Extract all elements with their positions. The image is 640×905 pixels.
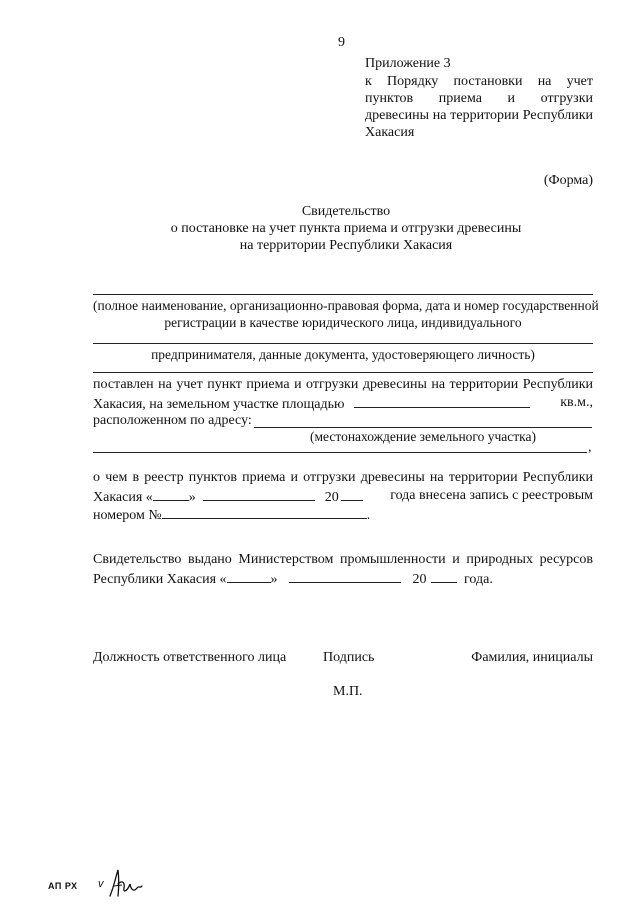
registry-number-blank: [162, 505, 367, 519]
area-unit: кв.м.,: [560, 395, 593, 410]
registered-line-2: [93, 394, 593, 414]
stamp-label: М.П.: [333, 684, 363, 699]
area-blank: [354, 394, 530, 408]
registry-line-1: о чем в реестр пунктов приема и отгрузки древесины на территории Республики: [93, 470, 593, 485]
caption-name-1: (полное наименование, организационно-правовая форма, дата и номер государственной: [93, 298, 599, 313]
registered-area-label: Хакасия, на земельном участке площадью: [93, 397, 345, 412]
address-label: расположенном по адресу:: [93, 413, 252, 428]
issued-year-blank: [431, 569, 457, 583]
page-number: 9: [338, 35, 345, 50]
signature-sign-label: Подпись: [323, 650, 375, 665]
signature-position-label: Должность ответственного лица: [93, 650, 287, 665]
address-comma: ,: [588, 440, 592, 455]
caption-location: (местонахождение земельного участка): [309, 429, 537, 444]
footer-v: v: [98, 878, 104, 890]
address-blank-2: [93, 452, 587, 453]
registry-quote-close: »: [188, 490, 196, 505]
registered-line-1: поставлен на учет пункт приема и отгрузки древесины на территории Республики: [93, 377, 593, 392]
registry-year-prefix: 20: [324, 490, 339, 505]
appendix-line-4: Хакасия: [365, 125, 415, 140]
appendix-line-2: пунктов приема и отгрузки: [365, 91, 593, 106]
issued-quote-open: Республики Хакасия «: [93, 572, 227, 587]
issued-quote-close: »: [270, 572, 278, 587]
registry-number-label: номером №: [93, 508, 162, 523]
signature-name-label: Фамилия, инициалы: [471, 650, 593, 665]
caption-name-2: регистрации в качестве юридического лица, индивидуального: [164, 315, 522, 330]
form-label: (Форма): [543, 173, 593, 188]
registry-month-blank: [203, 487, 315, 501]
registry-day-blank: [153, 487, 189, 501]
issued-line-1: Свидетельство выдано Министерством промышленности и природных ресурсов: [93, 552, 593, 567]
appendix-title: Приложение 3: [365, 56, 451, 71]
heading-line-2: о постановке на учет пункта приема и отгрузки древесины: [170, 221, 522, 236]
blank-line-name-1: [93, 294, 593, 295]
appendix-line-3: древесины на территории Республики: [365, 108, 593, 123]
registry-quote-open: Хакасия «: [93, 490, 153, 505]
issued-year-suffix: года.: [464, 572, 493, 587]
registry-record-text: года внесена запись с реестровым: [390, 488, 593, 503]
heading-line-3: на территории Республики Хакасия: [239, 238, 453, 253]
issued-month-blank: [289, 569, 401, 583]
appendix-line-1: к Порядку постановки на учет: [365, 74, 593, 89]
registry-end-dot: .: [366, 508, 371, 523]
registry-year-blank: [341, 487, 363, 501]
footer-mark: АП РХ: [48, 881, 78, 891]
blank-line-name-2: [93, 343, 593, 344]
blank-line-name-3: [93, 372, 593, 373]
issued-year-prefix: 20: [412, 572, 427, 587]
heading-line-1: Свидетельство: [301, 204, 391, 219]
handwritten-initials-signature: [106, 866, 146, 900]
registry-line-3: [93, 505, 370, 525]
issued-day-blank: [227, 569, 271, 583]
issued-line-2: [93, 569, 493, 589]
caption-name-3: предпринимателя, данные документа, удостоверяющего личность): [151, 347, 535, 362]
registry-line-2: [93, 487, 593, 507]
